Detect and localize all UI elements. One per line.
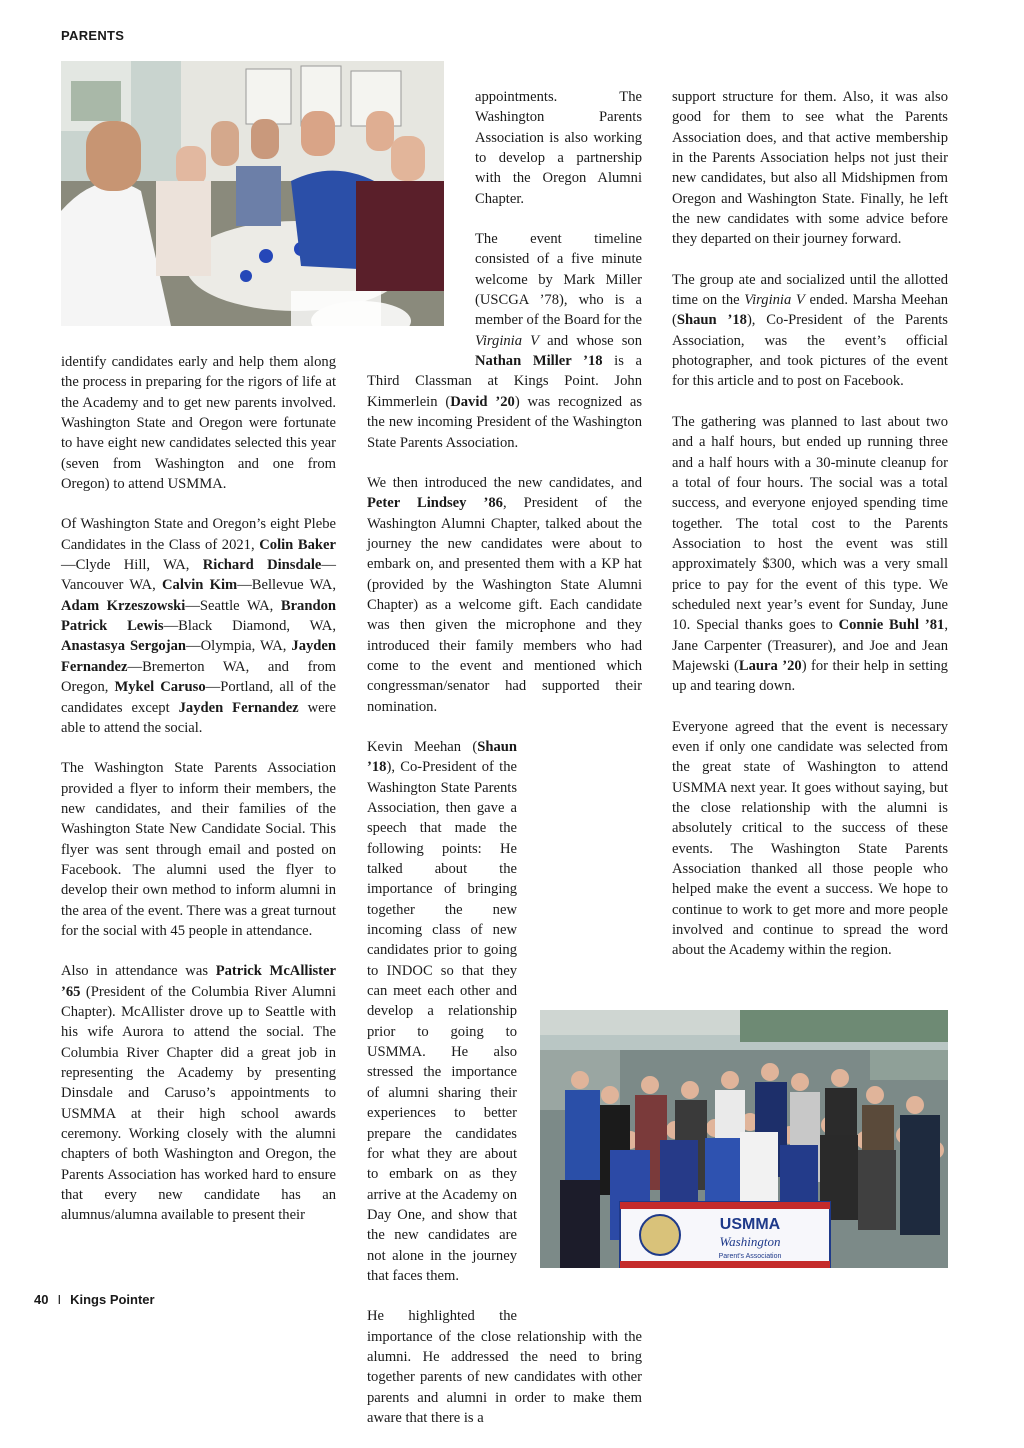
candidate-name: Calvin Kim [162, 577, 238, 594]
candidates-paragraph: Of Washington State and Oregon’s eight Plebe Candidates in the Class of 2021, Colin Baker—Clyde Hill, WA, Richard Dinsdale—Vancouver WA, Calvin Kim—Bellevue WA, Adam Krzeszowski—Seattle WA, Brandon Patrick Lewis—Black Diamond, WA, Anastasya Sergojan—Olympia, WA, Jayden Fernandez—Bremerton WA, and from Oregon, Mykel Caruso—Portland, all of the candidates except Jayden Fernandez were able to attend the social. [61, 516, 336, 736]
paragraph: The Washington State Parents Association provided a flyer to inform their members, the new candidates, and their families of the Washington State New Candidate Social. This flyer was sent through email and posted on Facebook. The alumni used the flyer to develop their own method to inform alumni in the area of the event. There was a great turnout for the social with 45 people in attendance. [61, 760, 336, 939]
paragraph: Kevin Meehan (Shaun ’18), Co-President of the Washington State Parents Association, then gave a speech that made the following points: He talked about the importance of bringing together the new incoming class of new candidates prior to going to INDOC so that they can meet each other and develop a relationship prior to going to USMMA. He also stressed the importance of alumni sharing their experiences to better prepare the candidates for what they are about to embark on as they arrive at the Academy on Day One, and show that the new candidates are not alone in the journey that faces them. [367, 738, 517, 1284]
alumnus-name: Patrick McAllister ’65 [61, 963, 337, 1000]
photo-wrap-spacer [367, 87, 475, 352]
candidate-name: Richard Dinsdale [202, 557, 322, 574]
person-name: David ’20 [450, 393, 515, 410]
candidate-name: Mykel Caruso [114, 679, 206, 696]
article-column-1 [61, 352, 336, 1246]
paragraph: support structure for them. Also, it was also good for them to see what the Parents Association does, and that active membership in the Parents Association helps not just their new candidates, but also all Midshipmen from Oregon and Washington State. Finally, he left the new candidates with some advice before they departed on their journey forward. [672, 89, 948, 248]
paragraph: He highlighted the importance of the close relationship with the alumni. He addressed the need to bring together parents of new candidates with other parents and alumni in order to make them aware that there is a [367, 1308, 642, 1426]
candidate-name: Colin Baker [259, 536, 336, 553]
person-name: Nathan Miller ’18 [475, 353, 603, 370]
paragraph: Also in attendance was Patrick McAllister ’65 (President of the Columbia River Alumni Chapter). McAllister drove up to Seattle with his wife Aurora to attend the social. The Columbia River Chapter did a great job in representing the Academy by presenting Dinsdale and Caruso’s appointments to USMMA at their high school awards ceremony. Working closely with the alumni chapters of both Washington and Oregon, the Parents Association has worked hard to ensure that every new candidate has an alumnus/alumna available to present their [61, 963, 337, 1224]
group-photo [540, 1010, 948, 1268]
person-name: Peter Lindsey ’86 [367, 495, 503, 512]
candidate-name: Adam Krzeszowski [61, 597, 186, 614]
paragraph: The group ate and socialized until the allotted time on the Virginia V ended. Marsha Meehan (Shaun ’18), Co-President of the Parents Association, was the event’s official photographer, and took pictures of the event for this article and to post on Facebook. [672, 271, 948, 390]
paragraph: We then introduced the new candidates, and Peter Lindsey ’86, President of the Washington Alumni Chapter, talked about the journey the new candidates were about to embark on, and presented them with a KP hat (provided by the Washington State Alumni Chapter) as a welcome gift. Each candidate was then given the microphone and they introduced their family members who had come to the event and mentioned which congressman/senator had supported their nomination. [367, 474, 642, 715]
person-name: Laura ’20 [738, 657, 802, 674]
paragraph: The gathering was planned to last about two and a half hours, but ended up running three and a half hours with a 30-minute cleanup for a total of four hours. The social was a total success, and everyone enjoyed spending time together. The total cost to the Parents Association to host the event was still approximately $300, which was a very small price to pay for the event of this type. We scheduled next year’s event for Sunday, June 10. Special thanks goes to Connie Buhl ’81, Jane Carpenter (Treasurer), and Joe and Jean Majewski (Laura ’20) for their help in setting up and tearing down. [672, 413, 948, 695]
candidate-name: Brandon Patrick Lewis [61, 597, 336, 635]
candidate-name: Anastasya Sergojan [61, 638, 186, 655]
banner-subtitle: Washington [719, 1234, 781, 1249]
page-footer [34, 1292, 155, 1307]
person-name: Shaun ’18 [367, 738, 517, 776]
paragraph: appointments. The Washington Parents Association is also working to develop a partnership with the Oregon Alumni Chapter. [475, 89, 642, 207]
banner-caption: Parent's Association [718, 1253, 782, 1260]
person-name: Shaun ’18 [676, 312, 747, 329]
banner-title: USMMA [719, 1216, 781, 1233]
paragraph: identify candidates early and help them along the process in preparing for the rigors of life at the Academy and to get new parents involved. Washington State and Oregon were fortunate to have eight new candidates selected this year (seven from Washington and one from Oregon) to attend USMMA. [61, 354, 336, 493]
parents-association-banner [620, 1202, 830, 1268]
article-column-3 [672, 87, 948, 981]
paragraph: Everyone agreed that the event is necessary even if only one candidate was selected from the great state of Washington to attend USMMA next year. It goes without saying, but the close relationship with the alumni is absolutely critical to the success of these events. The Washington State Parents Association thanked all those people who helped make the event a success. We hope to continue to work to get more and more people involved and continue to spread the word about the Academy within the region. [672, 718, 948, 959]
paragraph: The event timeline consisted of a five minute welcome by Mark Miller (USCGA ’78), who is a member of the Board for the Virginia V and whose son Nathan Miller ’18 is a Third Classman at Kings Point. John Kimmerlein (David ’20) was recognized as the new incoming President of the Washington State Parents Association. [367, 231, 643, 451]
publication-name: Kings Pointer [70, 1292, 155, 1307]
candidate-name: Jayden Fernandez [178, 699, 299, 716]
footer-separator: I [57, 1292, 62, 1307]
section-label: PARENTS [61, 28, 125, 43]
person-name: Connie Buhl ’81 [838, 617, 945, 634]
candidate-name: Jayden Fernandez [61, 638, 336, 675]
page-number: 40 [34, 1292, 49, 1307]
